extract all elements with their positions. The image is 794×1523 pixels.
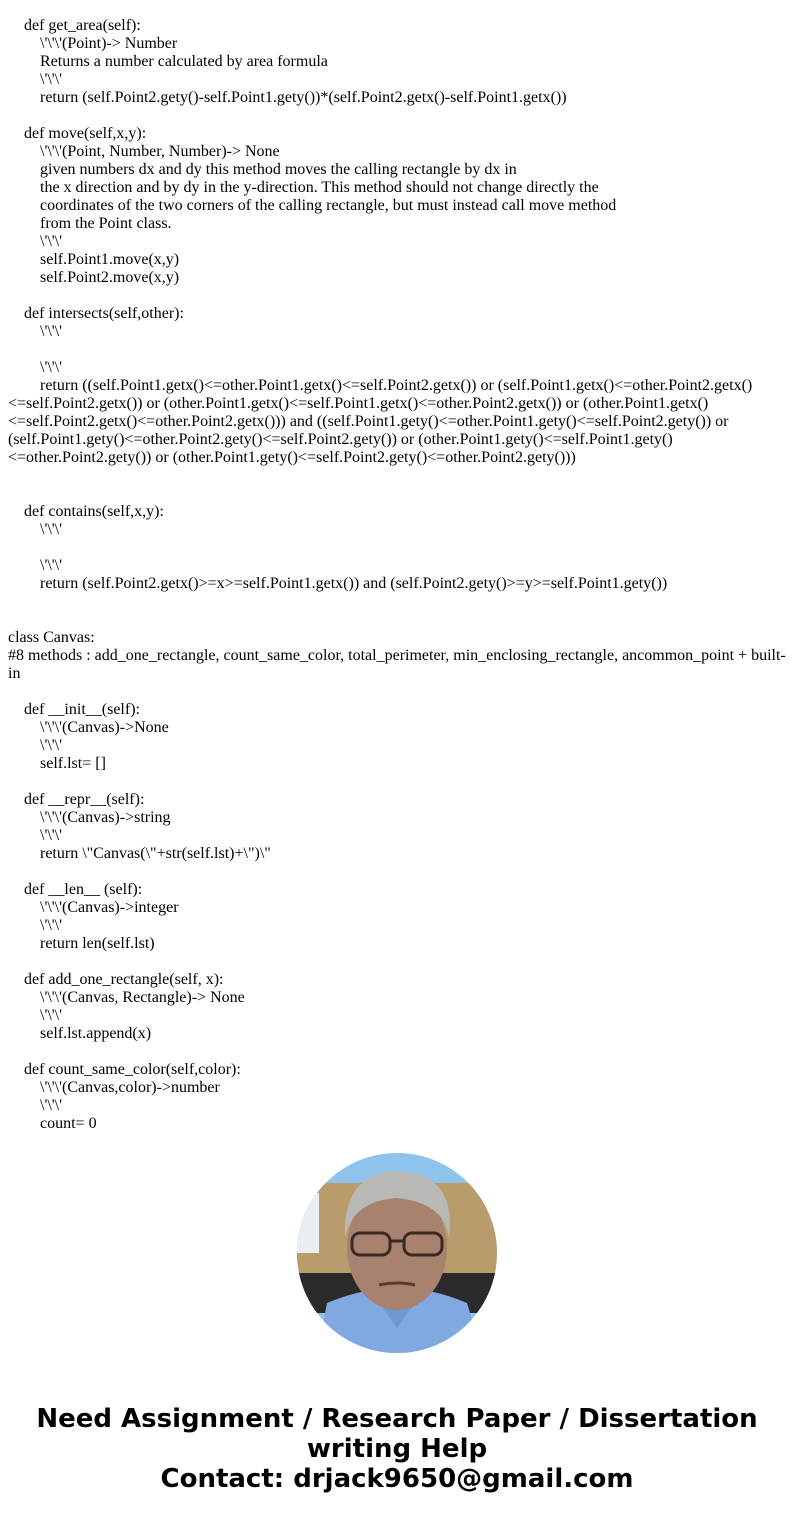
code-line: return (self.Point2.gety()-self.Point1.gety())*(self.Point2.getx()-self.Point1.getx()) bbox=[40, 89, 567, 106]
code-line: \'\'\' bbox=[40, 557, 62, 574]
code-line: #8 methods : add_one_rectangle, count_same_color, total_perimeter, min_enclosing_rectangle, ancommon_point + built-in bbox=[8, 647, 786, 682]
code-line: \'\'\'(Point, Number, Number)-> None bbox=[40, 143, 280, 160]
code-line: \'\'\' bbox=[40, 521, 62, 538]
avatar bbox=[297, 1153, 497, 1353]
code-line: def move(self,x,y): bbox=[24, 125, 147, 142]
code-line bbox=[8, 953, 788, 971]
code-line: class Canvas: bbox=[8, 629, 95, 646]
code-line: \'\'\' bbox=[40, 323, 62, 340]
code-line: \'\'\' bbox=[40, 737, 62, 754]
code-line: \'\'\' bbox=[40, 71, 62, 88]
code-line: self.Point2.move(x,y) bbox=[40, 269, 180, 286]
code-line: \'\'\'(Canvas)->string bbox=[40, 809, 171, 826]
code-line: \'\'\' bbox=[40, 827, 62, 844]
code-line: return (self.Point2.getx()>=x>=self.Point1.getx()) and (self.Point2.gety()>=y>=self.Point1.gety()) bbox=[40, 575, 668, 592]
code-line bbox=[8, 773, 788, 791]
code-line: Returns a number calculated by area formula bbox=[40, 53, 328, 70]
code-line bbox=[8, 593, 788, 611]
code-line: \'\'\'(Canvas)->None bbox=[40, 719, 169, 736]
code-line: given numbers dx and dy this method moves the calling rectangle by dx in bbox=[40, 161, 517, 178]
code-line: from the Point class. bbox=[40, 215, 172, 232]
code-line: def __repr__(self): bbox=[24, 791, 145, 808]
code-line bbox=[8, 863, 788, 881]
code-line bbox=[8, 107, 788, 125]
code-line: \'\'\'(Canvas, Rectangle)-> None bbox=[40, 989, 245, 1006]
code-line bbox=[8, 485, 788, 503]
code-line: def count_same_color(self,color): bbox=[24, 1061, 241, 1078]
code-line: return len(self.lst) bbox=[40, 935, 155, 952]
code-line bbox=[8, 1043, 788, 1061]
code-line: return \"Canvas(\"+str(self.lst)+\")\" bbox=[40, 845, 271, 862]
code-line: def contains(self,x,y): bbox=[24, 503, 164, 520]
code-line: self.lst= [] bbox=[40, 755, 106, 772]
code-line: the x direction and by dy in the y-direction. This method should not change directly the bbox=[40, 179, 599, 196]
code-line: \'\'\' bbox=[40, 359, 62, 376]
code-line: def get_area(self): bbox=[24, 17, 141, 34]
code-line: self.lst.append(x) bbox=[40, 1025, 152, 1042]
code-line: \'\'\' bbox=[40, 1097, 62, 1114]
author-photo bbox=[297, 1153, 497, 1353]
code-line bbox=[8, 683, 788, 701]
promo-headline: Need Assignment / Research Paper / Dissertation writing Help bbox=[36, 1404, 758, 1464]
code-line bbox=[8, 539, 788, 557]
promo-contact: Contact: drjack9650@gmail.com bbox=[160, 1464, 634, 1494]
code-line bbox=[8, 287, 788, 305]
code-line: def __init__(self): bbox=[24, 701, 140, 718]
code-line: self.Point1.move(x,y) bbox=[40, 251, 180, 268]
code-line: \'\'\'(Canvas,color)->number bbox=[40, 1079, 220, 1096]
code-line: def add_one_rectangle(self, x): bbox=[24, 971, 224, 988]
code-line: \'\'\' bbox=[40, 233, 62, 250]
code-listing bbox=[8, 17, 788, 1133]
code-line: \'\'\' bbox=[40, 1007, 62, 1024]
code-line: \'\'\'(Canvas)->integer bbox=[40, 899, 179, 916]
code-line: def intersects(self,other): bbox=[24, 305, 184, 322]
code-line: coordinates of the two corners of the calling rectangle, but must instead call move method bbox=[40, 197, 617, 214]
code-line: \'\'\' bbox=[40, 917, 62, 934]
code-line bbox=[8, 467, 788, 485]
code-line: def __len__ (self): bbox=[24, 881, 143, 898]
code-line: count= 0 bbox=[40, 1115, 97, 1132]
code-line bbox=[8, 341, 788, 359]
code-line: return ((self.Point1.getx()<=other.Point1.getx()<=self.Point2.getx()) or (self.Point1.getx()<=other.Point2.getx() <=self.Point2.getx()) or (other.Point1.getx()<=self.Point1.getx()<=other.Point2.getx()) or (other.Point1.getx() <=self.Point2.getx()<=other.Point2.getx())) and ((self.Point1.gety()<=other.Point1.gety()<=self.Point2.gety()) or (self.Point1.gety()<=other.Point2.gety()<=self.Point2.gety()) or (other.Point1.gety()<=self.Point1.gety() <=other.Point2.gety()) or (other.Point1.gety()<=self.Point2.gety()<=other.Point2.gety())) bbox=[8, 377, 753, 466]
code-line: \'\'\'(Point)-> Number bbox=[40, 35, 178, 52]
code-line bbox=[8, 611, 788, 629]
promo-banner bbox=[27, 1404, 767, 1494]
